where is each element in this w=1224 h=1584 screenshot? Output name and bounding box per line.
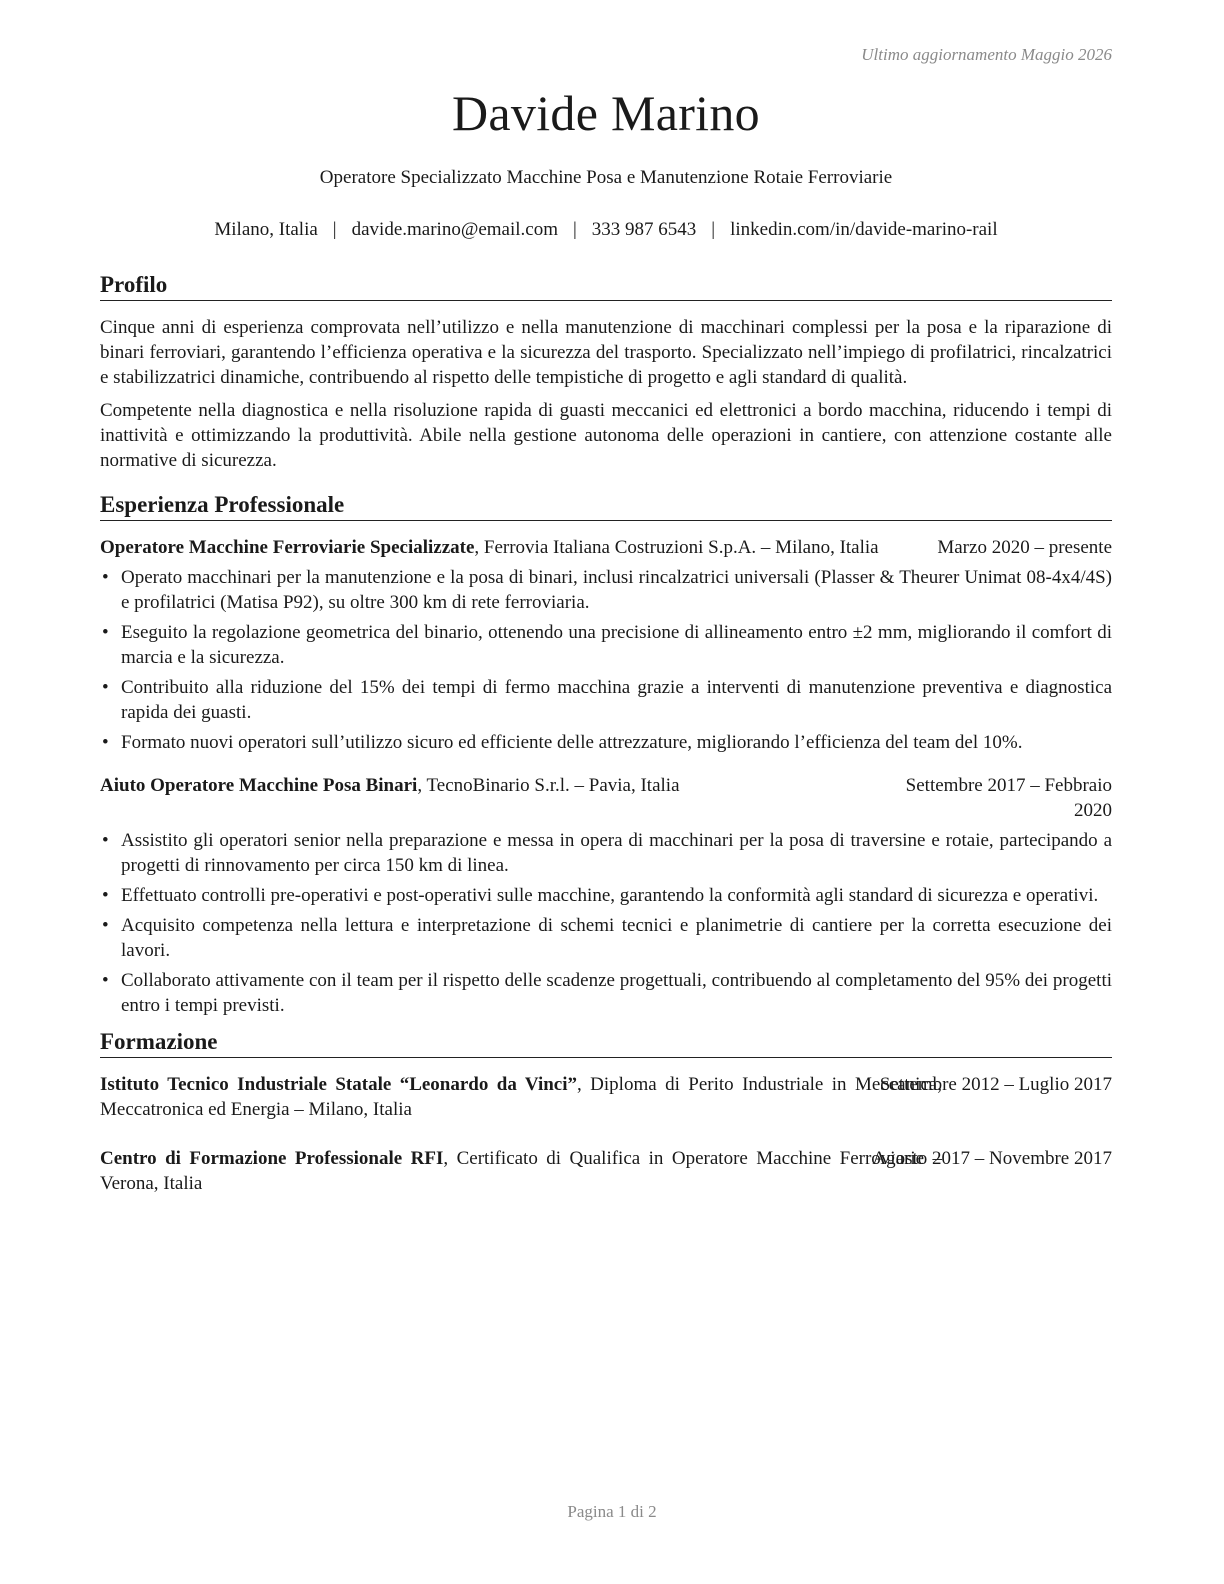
contact-location: Milano, Italia <box>214 219 318 240</box>
section-heading-education: Formazione <box>100 1028 1112 1058</box>
profile-section <box>100 271 1112 473</box>
job-title: Operatore Specializzato Macchine Posa e Manutenzione Rotaie Ferroviarie <box>319 167 893 188</box>
profile-paragraph: Competente nella diagnostica e nella risoluzione rapida di guasti meccanici ed elettronici a bordo macchina, riducendo i tempi di inattività e ottimizzando la produttività. Abile nella gestione autonoma delle operazioni in cantiere, con attenzione costante alle normative di sicurezza. <box>100 400 1112 471</box>
list-item: • Contribuito alla riduzione del 15% dei tempi di fermo macchina grazie a interventi di manutenzione preventiva e diagnostica rapida dei guasti. <box>100 675 1112 725</box>
job-role: Operatore Macchine Ferroviarie Specializzate <box>100 537 475 558</box>
contact-separator: | <box>332 219 337 240</box>
job-role: Aiuto Operatore Macchine Posa Binari <box>100 775 418 796</box>
resume-content <box>100 271 1112 1220</box>
candidate-name: Davide Marino <box>452 85 760 141</box>
list-item: • Collaborato attivamente con il team per il rispetto delle scadenze progettuali, contribuendo al completamento del 95% dei progetti entro i tempi previsti. <box>100 968 1112 1018</box>
job-header <box>100 535 1112 560</box>
education-detail: , Certificato di Qualifica in Operatore Macchine Ferroviarie – Verona, Italia <box>100 1148 942 1194</box>
list-item: • Effettuato controlli pre-operativi e post-operativi sulle macchine, garantendo la conformità agli standard di sicurezza e operativi. <box>100 883 1112 908</box>
job-bullets <box>100 565 1112 755</box>
education-detail: , Diploma di Perito Industriale in Meccanica, Meccatronica ed Energia – Milano, Italia <box>100 1074 942 1120</box>
list-item: • Formato nuovi operatori sull’utilizzo sicuro ed efficiente delle attrezzature, migliorando l’efficienza del team del 10%. <box>100 730 1112 755</box>
list-item: • Eseguito la regolazione geometrica del binario, ottenendo una precisione di allineamento entro ±2 mm, migliorando il comfort di marcia e la sicurezza. <box>100 620 1112 670</box>
experience-section <box>100 491 1112 1018</box>
job-company: , Ferrovia Italiana Costruzioni S.p.A. – Milano, Italia <box>474 537 879 558</box>
profile-paragraph: Cinque anni di esperienza comprovata nell’utilizzo e nella manutenzione di macchinari complessi per la posa e la riparazione di binari ferroviari, garantendo l’efficienza operativa e la sicurezza del trasporto. Specializzato nell’impiego di profilatrici, rincalzatrici e stabilizzatrici dinamiche, contribuendo al rispetto delle tempistiche di progetto e agli standard di qualità. <box>100 317 1112 388</box>
education-school: Centro di Formazione Professionale RFI <box>100 1148 444 1169</box>
contact-phone[interactable]: 333 987 6543 <box>591 219 697 240</box>
education-dates: Settembre 2012 – Luglio 2017 <box>879 1074 1112 1095</box>
list-item: • Operato macchinari per la manutenzione e la posa di binari, inclusi rincalzatrici universali (Plasser & Theurer Unimat 08-4x4/4S) e profilatrici (Matisa P92), su oltre 300 km di rete ferroviaria. <box>100 565 1112 615</box>
job-bullets <box>100 828 1112 1018</box>
job-header <box>100 773 1112 823</box>
education-school: Istituto Tecnico Industriale Statale “Leonardo da Vinci” <box>100 1074 578 1095</box>
list-item: • Assistito gli operatori senior nella preparazione e messa in opera di macchinari per la posa di traversine e rotaie, partecipando a progetti di rinnovamento per circa 150 km di linea. <box>100 828 1112 878</box>
contact-separator: | <box>711 219 716 240</box>
section-heading-profile: Profilo <box>100 271 1112 301</box>
contact-line <box>100 219 1112 241</box>
contact-separator: | <box>572 219 577 240</box>
education-entry <box>100 1072 1112 1122</box>
education-entry <box>100 1146 1112 1196</box>
contact-linkedin[interactable]: linkedin.com/in/davide-marino-rail <box>730 219 998 240</box>
job-dates: Marzo 2020 – presente <box>937 537 1112 558</box>
job-dates: Settembre 2017 – Febbraio 2020 <box>905 775 1112 821</box>
list-item: • Acquisito competenza nella lettura e interpretazione di schemi tecnici e planimetrie di cantiere per la corretta esecuzione dei lavori. <box>100 913 1112 963</box>
job-entry <box>100 773 1112 1018</box>
education-section <box>100 1028 1112 1196</box>
education-dates: Agosto 2017 – Novembre 2017 <box>872 1148 1112 1169</box>
page-number: Pagina 1 di 2 <box>567 1502 657 1521</box>
section-heading-experience: Esperienza Professionale <box>100 491 1112 521</box>
last-updated: Ultimo aggiornamento Maggio 2026 <box>861 45 1112 64</box>
job-entry <box>100 535 1112 755</box>
contact-email[interactable]: davide.marino@email.com <box>351 219 558 240</box>
job-company: , TecnoBinario S.r.l. – Pavia, Italia <box>417 775 680 796</box>
